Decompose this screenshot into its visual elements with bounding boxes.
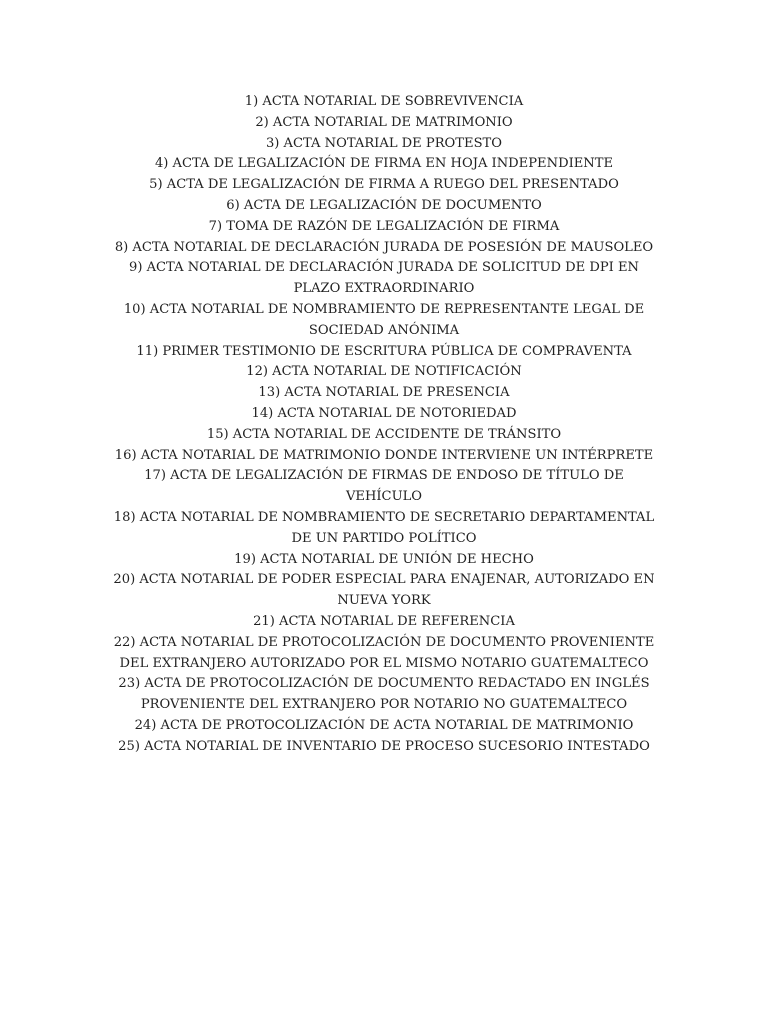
list-item: 3) ACTA NOTARIAL DE PROTESTO — [265, 135, 503, 151]
list-item: 8) ACTA NOTARIAL DE DECLARACIÓN JURADA DE POSESIÓN DE MAUSOLEO — [114, 239, 654, 255]
list-item: 23) ACTA DE PROTOCOLIZACIÓN DE DOCUMENTO REDACTADO EN INGLÉS PROVENIENTE DEL EXTRANJERO POR NOTARIO NO GUATEMALTECO — [118, 676, 650, 713]
list-item: 9) ACTA NOTARIAL DE DECLARACIÓN JURADA DE SOLICITUD DE DPI EN PLAZO EXTRAORDINARIO — [128, 260, 640, 297]
list-item: 12) ACTA NOTARIAL DE NOTIFICACIÓN — [246, 364, 522, 380]
list-item: 15) ACTA NOTARIAL DE ACCIDENTE DE TRÁNSITO — [206, 426, 562, 442]
list-item: 1) ACTA NOTARIAL DE SOBREVIVENCIA — [244, 94, 524, 109]
list-item: 10) ACTA NOTARIAL DE NOMBRAMIENTO DE REPRESENTANTE LEGAL DE SOCIEDAD ANÓNIMA — [123, 301, 645, 338]
list-item: 4) ACTA DE LEGALIZACIÓN DE FIRMA EN HOJA INDEPENDIENTE — [154, 156, 614, 172]
document-list — [110, 92, 658, 758]
list-item: 13) ACTA NOTARIAL DE PRESENCIA — [258, 385, 510, 401]
list-item: 18) ACTA NOTARIAL DE NOMBRAMIENTO DE SECRETARIO DEPARTAMENTAL DE UN PARTIDO POLÍTICO — [113, 509, 655, 546]
list-item: 14) ACTA NOTARIAL DE NOTORIEDAD — [251, 405, 517, 421]
list-item: 7) TOMA DE RAZÓN DE LEGALIZACIÓN DE FIRMA — [208, 218, 560, 234]
list-item: 6) ACTA DE LEGALIZACIÓN DE DOCUMENTO — [226, 197, 542, 213]
list-item: 24) ACTA DE PROTOCOLIZACIÓN DE ACTA NOTARIAL DE MATRIMONIO — [134, 717, 634, 733]
list-item: 5) ACTA DE LEGALIZACIÓN DE FIRMA A RUEGO DEL PRESENTADO — [149, 177, 619, 193]
list-item: 20) ACTA NOTARIAL DE PODER ESPECIAL PARA ENAJENAR, AUTORIZADO EN NUEVA YORK — [113, 572, 655, 609]
list-item: 2) ACTA NOTARIAL DE MATRIMONIO — [255, 114, 513, 130]
list-item: 22) ACTA NOTARIAL DE PROTOCOLIZACIÓN DE DOCUMENTO PROVENIENTE DEL EXTRANJERO AUTORIZADO POR EL MISMO NOTARIO GUATEMALTECO — [113, 634, 655, 671]
list-item: 17) ACTA DE LEGALIZACIÓN DE FIRMAS DE ENDOSO DE TÍTULO DE VEHÍCULO — [144, 468, 624, 505]
list-item: 25) ACTA NOTARIAL DE INVENTARIO DE PROCESO SUCESORIO INTESTADO — [118, 738, 650, 754]
list-item: 19) ACTA NOTARIAL DE UNIÓN DE HECHO — [234, 551, 534, 567]
list-item: 11) PRIMER TESTIMONIO DE ESCRITURA PÚBLICA DE COMPRAVENTA — [136, 343, 632, 359]
list-item: 21) ACTA NOTARIAL DE REFERENCIA — [253, 613, 515, 629]
list-item: 16) ACTA NOTARIAL DE MATRIMONIO DONDE INTERVIENE UN INTÉRPRETE — [114, 447, 654, 463]
